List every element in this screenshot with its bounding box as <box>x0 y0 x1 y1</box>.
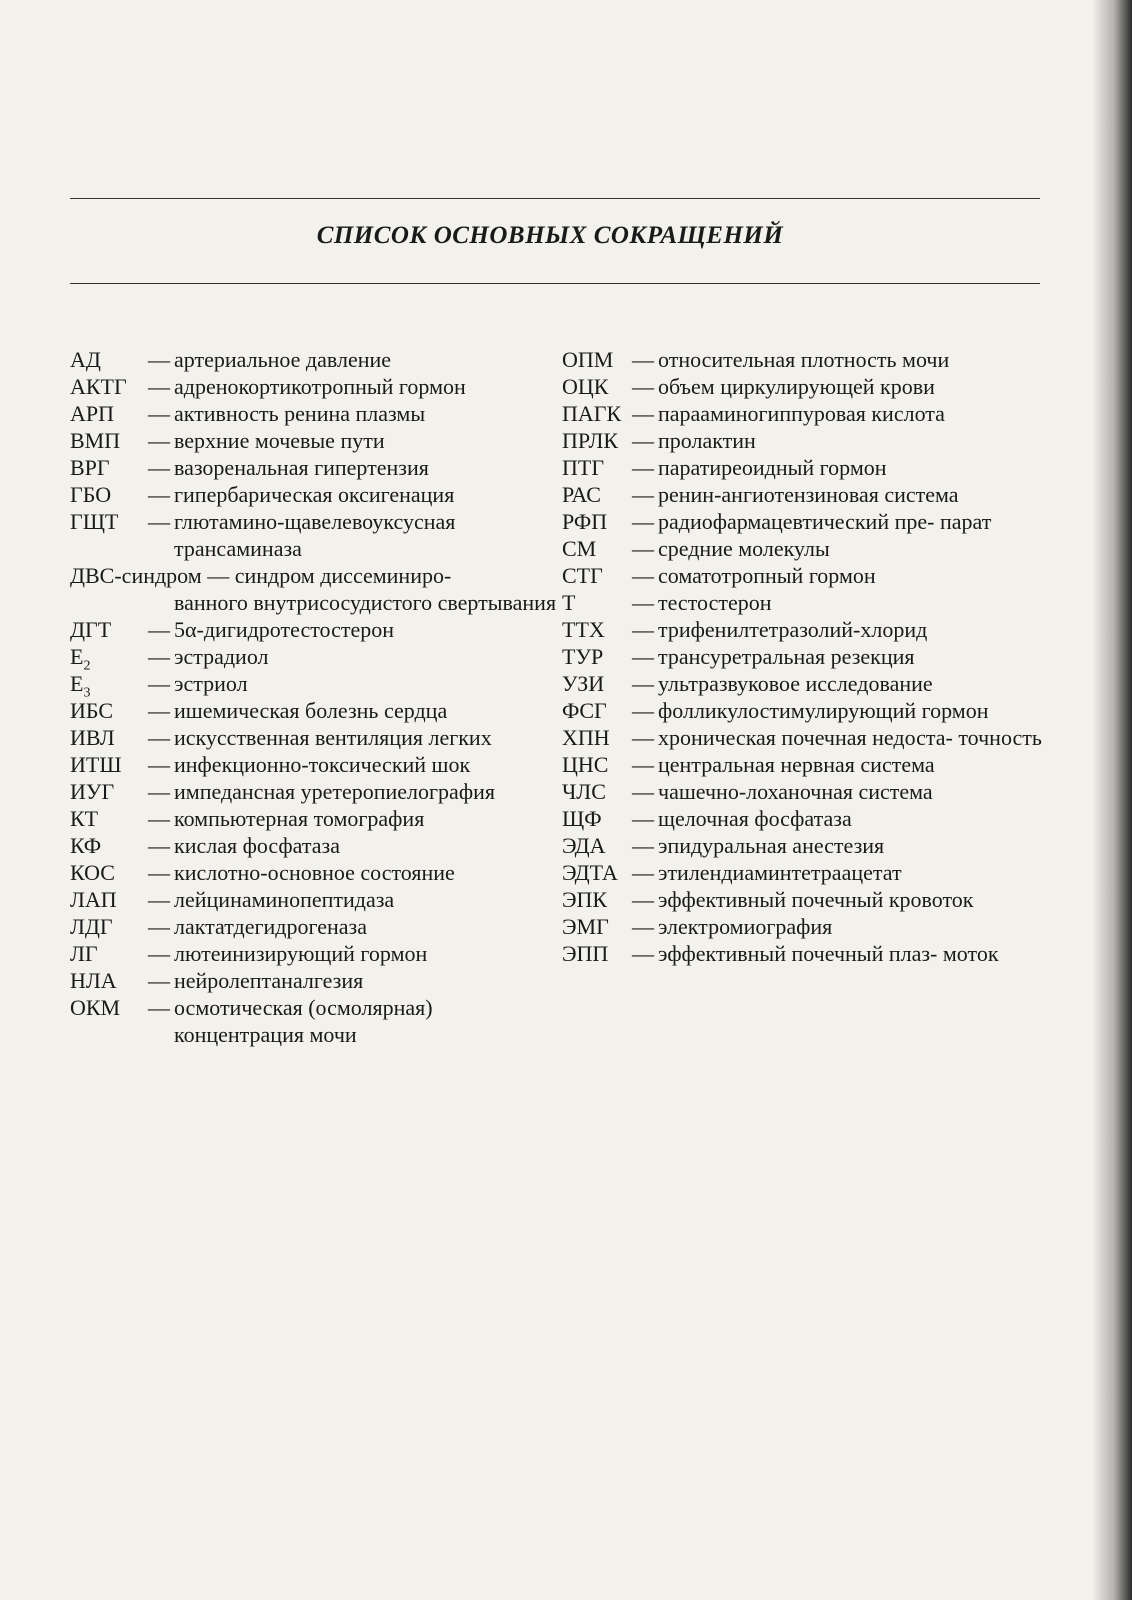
abbreviation-dash: — <box>148 968 170 993</box>
abbreviation-entry <box>70 454 560 481</box>
abbreviation-dash: — <box>148 860 170 885</box>
abbreviation-definition: чашечно-лоханочная система <box>658 779 933 804</box>
abbreviation-definition: парааминогиппуровая кислота <box>658 401 945 426</box>
abbreviation-definition: эстрадиол <box>174 644 269 669</box>
abbreviation-term: ВМП <box>70 428 121 453</box>
abbreviation-entry <box>70 508 560 562</box>
abbreviation-term: ГЩТ <box>70 509 119 534</box>
abbreviation-entry <box>70 616 560 643</box>
abbreviation-term: ОПМ <box>562 347 614 372</box>
abbreviation-dash: — <box>632 887 654 912</box>
abbreviation-entry <box>70 994 560 1048</box>
abbreviation-term: АКТГ <box>70 374 127 399</box>
abbreviation-dash: — <box>632 590 654 615</box>
abbreviation-dash: — <box>632 347 654 372</box>
abbreviation-lead <box>70 562 451 589</box>
abbreviation-definition: верхние мочевые пути <box>174 428 385 453</box>
abbreviation-dash: — <box>632 374 654 399</box>
abbreviation-definition: соматотропный гормон <box>658 563 876 588</box>
abbreviation-term: ТУР <box>562 644 604 669</box>
abbreviation-definition: этилендиаминтетраацетат <box>658 860 902 885</box>
abbreviation-dash: — <box>148 482 170 507</box>
abbreviation-definition: нейролептаналгезия <box>174 968 364 993</box>
abbreviation-term: ГБО <box>70 482 112 507</box>
abbreviation-definition: эпидуральная анестезия <box>658 833 885 858</box>
abbreviation-dash: — <box>632 482 654 507</box>
abbreviation-entry <box>70 562 560 616</box>
abbreviation-dash: — <box>148 914 170 939</box>
abbreviation-entry <box>562 886 1042 913</box>
abbreviation-term: ИВЛ <box>70 725 115 750</box>
abbreviation-definition: ренин-ангиотензиновая система <box>658 482 959 507</box>
abbreviation-term: ИБС <box>70 698 114 723</box>
abbreviation-dash: — <box>632 617 654 642</box>
abbreviation-term: СТГ <box>562 563 603 588</box>
abbreviation-dash: — <box>148 725 170 750</box>
abbreviation-dash: — <box>148 698 170 723</box>
abbreviation-term: ЛГ <box>70 941 98 966</box>
abbreviation-term: ЛДГ <box>70 914 113 939</box>
page-title: СПИСОК ОСНОВНЫХ СОКРАЩЕНИЙ <box>316 222 784 249</box>
abbreviation-entry <box>562 454 1042 481</box>
abbreviation-definition: объем циркулирующей крови <box>658 374 935 399</box>
abbreviation-term: ОЦК <box>562 374 609 399</box>
abbreviation-dash: — <box>148 941 170 966</box>
abbreviation-definition: активность ренина плазмы <box>174 401 426 426</box>
abbreviation-definition: пролактин <box>658 428 756 453</box>
abbreviation-dash: — <box>632 833 654 858</box>
abbreviation-definition: ишемическая болезнь сердца <box>174 698 448 723</box>
abbreviation-term: КФ <box>70 833 102 858</box>
abbreviation-entry <box>562 670 1042 697</box>
abbreviation-dash: — <box>148 509 170 534</box>
abbreviation-term: АД <box>70 347 101 372</box>
abbreviation-definition: средние молекулы <box>658 536 830 561</box>
abbreviation-dash: — <box>632 914 654 939</box>
abbreviation-term: РФП <box>562 509 608 534</box>
abbreviation-term: ПРЛК <box>562 428 619 453</box>
abbreviation-dash: — <box>632 563 654 588</box>
abbreviation-entry <box>562 724 1042 751</box>
abbreviation-dash: — <box>148 401 170 426</box>
abbreviations-right-column <box>562 346 1042 967</box>
abbreviation-definition: кислотно-основное состояние <box>174 860 455 885</box>
abbreviation-definition: компьютерная томография <box>174 806 425 831</box>
abbreviation-definition: 5α-дигидротестостерон <box>174 617 394 642</box>
abbreviation-term: КОС <box>70 860 115 885</box>
abbreviation-term: ДВС-синдром <box>70 563 202 588</box>
abbreviation-term-subscript: 2 <box>83 658 91 674</box>
abbreviation-definition: центральная нервная система <box>658 752 935 777</box>
abbreviation-definition: артериальное давление <box>174 347 392 372</box>
abbreviation-entry <box>70 427 560 454</box>
abbreviation-definition: тестостерон <box>658 590 772 615</box>
abbreviation-term: ЭМГ <box>562 914 609 939</box>
abbreviation-entry <box>70 832 560 859</box>
abbreviation-entry <box>70 859 560 886</box>
abbreviation-term: ЭДА <box>562 833 606 858</box>
abbreviation-dash: — <box>207 563 230 588</box>
abbreviation-term: ЭПК <box>562 887 608 912</box>
abbreviation-term: ОКМ <box>70 995 121 1020</box>
abbreviation-definition: трифенилтетразолий-хлорид <box>658 617 928 642</box>
abbreviation-term: АРП <box>70 401 115 426</box>
abbreviation-entry <box>562 805 1042 832</box>
abbreviation-definition: кислая фосфатаза <box>174 833 340 858</box>
abbreviation-definition: глютамино-щавелевоуксусная трансаминаза <box>174 509 456 561</box>
abbreviations-left-column <box>70 346 560 1048</box>
abbreviation-term <box>70 670 148 701</box>
abbreviation-definition: фолликулостимулирующий гормон <box>658 698 989 723</box>
abbreviation-dash: — <box>148 887 170 912</box>
abbreviation-entry <box>70 751 560 778</box>
abbreviation-definition: лейцинаминопептидаза <box>174 887 395 912</box>
page-edge-shadow <box>1092 0 1132 1600</box>
abbreviation-entry <box>562 373 1042 400</box>
abbreviation-dash: — <box>148 644 170 669</box>
abbreviation-dash: — <box>148 752 170 777</box>
abbreviation-dash: — <box>632 401 654 426</box>
abbreviation-term: РАС <box>562 482 601 507</box>
abbreviation-entry <box>562 400 1042 427</box>
abbreviation-dash: — <box>148 779 170 804</box>
abbreviation-dash: — <box>148 374 170 399</box>
abbreviation-entry <box>562 832 1042 859</box>
abbreviation-entry <box>562 508 1042 535</box>
abbreviation-entry <box>70 778 560 805</box>
abbreviation-term: НЛА <box>70 968 117 993</box>
abbreviation-term: ПАГК <box>562 401 622 426</box>
abbreviation-term: ИУГ <box>70 779 115 804</box>
abbreviation-definition: относительная плотность мочи <box>658 347 950 372</box>
abbreviation-term: ПТГ <box>562 455 605 480</box>
abbreviation-dash: — <box>632 671 654 696</box>
abbreviation-term <box>70 643 148 674</box>
abbreviation-dash: — <box>148 806 170 831</box>
abbreviation-definition: эффективный почечный плаз- моток <box>658 941 999 966</box>
abbreviation-dash: — <box>632 698 654 723</box>
abbreviation-term: КТ <box>70 806 99 831</box>
abbreviation-definition: ультразвуковое исследование <box>658 671 933 696</box>
abbreviation-definition: осмотическая (осмолярная) концентрация мочи <box>174 995 433 1047</box>
abbreviation-dash: — <box>148 671 170 696</box>
abbreviation-definition: искусственная вентиляция легких <box>174 725 492 750</box>
abbreviation-definition: инфекционно-токсический шок <box>174 752 471 777</box>
abbreviation-term: ДГТ <box>70 617 112 642</box>
abbreviation-dash: — <box>148 995 170 1020</box>
abbreviation-dash: — <box>632 806 654 831</box>
abbreviation-definition: эффективный почечный кровоток <box>658 887 974 912</box>
abbreviation-dash: — <box>632 455 654 480</box>
abbreviation-dash: — <box>148 455 170 480</box>
abbreviation-definition: хроническая почечная недоста- точность <box>658 725 1042 750</box>
abbreviation-definition: синдром диссеминиро- <box>234 563 452 588</box>
abbreviation-definition: электромиография <box>658 914 833 939</box>
abbreviation-term: ЛАП <box>70 887 117 912</box>
abbreviation-definition: импедансная уретеропиелография <box>174 779 495 804</box>
abbreviation-entry <box>70 724 560 751</box>
abbreviation-entry <box>562 481 1042 508</box>
abbreviation-definition: радиофармацевтический пре- парат <box>658 509 992 534</box>
abbreviation-dash: — <box>148 833 170 858</box>
abbreviation-definition: щелочная фосфатаза <box>658 806 852 831</box>
abbreviation-definition: лактатдегидрогеназа <box>174 914 367 939</box>
abbreviation-dash: — <box>148 428 170 453</box>
abbreviation-term-subscript: 3 <box>83 685 91 701</box>
top-rule <box>70 198 1040 199</box>
abbreviation-entry <box>562 643 1042 670</box>
abbreviation-entry <box>70 697 560 724</box>
abbreviation-definition: эстриол <box>174 671 248 696</box>
abbreviation-entry <box>70 481 560 508</box>
abbreviation-dash: — <box>632 725 654 750</box>
abbreviation-dash: — <box>632 752 654 777</box>
abbreviation-entry <box>70 886 560 913</box>
abbreviation-definition: трансуретральная резекция <box>658 644 915 669</box>
abbreviation-definition: адренокортикотропный гормон <box>174 374 466 399</box>
abbreviation-entry <box>562 427 1042 454</box>
abbreviation-term: ХПН <box>562 725 610 750</box>
abbreviation-term-base: E <box>70 671 84 696</box>
abbreviation-entry <box>70 346 560 373</box>
abbreviation-entry <box>562 697 1042 724</box>
abbreviation-entry <box>70 913 560 940</box>
abbreviation-entry <box>70 400 560 427</box>
abbreviation-entry <box>562 562 1042 589</box>
abbreviation-dash: — <box>148 347 170 372</box>
abbreviation-entry <box>562 751 1042 778</box>
abbreviation-definition: паратиреоидный гормон <box>658 455 887 480</box>
abbreviation-term: ЭДТА <box>562 860 618 885</box>
abbreviation-entry <box>70 670 560 701</box>
abbreviation-definition: гипербарическая оксигенация <box>174 482 455 507</box>
abbreviation-entry <box>70 940 560 967</box>
abbreviation-entry <box>70 805 560 832</box>
abbreviation-entry <box>562 616 1042 643</box>
abbreviation-entry <box>562 589 1042 616</box>
abbreviation-term: ЭПП <box>562 941 609 966</box>
abbreviation-term: ТТХ <box>562 617 605 642</box>
abbreviation-term: ЧЛС <box>562 779 606 804</box>
abbreviation-term: УЗИ <box>562 671 605 696</box>
abbreviation-definition: лютеинизирующий гормон <box>174 941 428 966</box>
abbreviation-term-base: E <box>70 644 84 669</box>
abbreviation-term: ФСГ <box>562 698 607 723</box>
abbreviation-entry <box>70 373 560 400</box>
abbreviation-entry <box>562 940 1042 967</box>
abbreviation-dash: — <box>148 617 170 642</box>
abbreviation-entry <box>70 643 560 674</box>
abbreviation-entry <box>70 967 560 994</box>
abbreviation-entry <box>562 913 1042 940</box>
abbreviation-term: ВРГ <box>70 455 110 480</box>
abbreviation-definition-continued: ванного внутрисосудистого свертывания <box>174 590 557 615</box>
title-rule <box>70 283 1040 284</box>
abbreviation-dash: — <box>632 860 654 885</box>
abbreviation-term: ИТШ <box>70 752 122 777</box>
abbreviation-term: ЦНС <box>562 752 609 777</box>
abbreviation-dash: — <box>632 536 654 561</box>
abbreviation-dash: — <box>632 644 654 669</box>
abbreviation-term: Т <box>562 590 576 615</box>
abbreviation-entry <box>562 535 1042 562</box>
abbreviation-entry <box>562 859 1042 886</box>
abbreviation-dash: — <box>632 428 654 453</box>
abbreviation-entry <box>562 346 1042 373</box>
abbreviation-entry <box>562 778 1042 805</box>
abbreviation-term: СМ <box>562 536 597 561</box>
abbreviation-term: ЩФ <box>562 806 602 831</box>
abbreviation-definition: вазоренальная гипертензия <box>174 455 429 480</box>
abbreviation-dash: — <box>632 509 654 534</box>
abbreviation-dash: — <box>632 779 654 804</box>
abbreviation-dash: — <box>632 941 654 966</box>
